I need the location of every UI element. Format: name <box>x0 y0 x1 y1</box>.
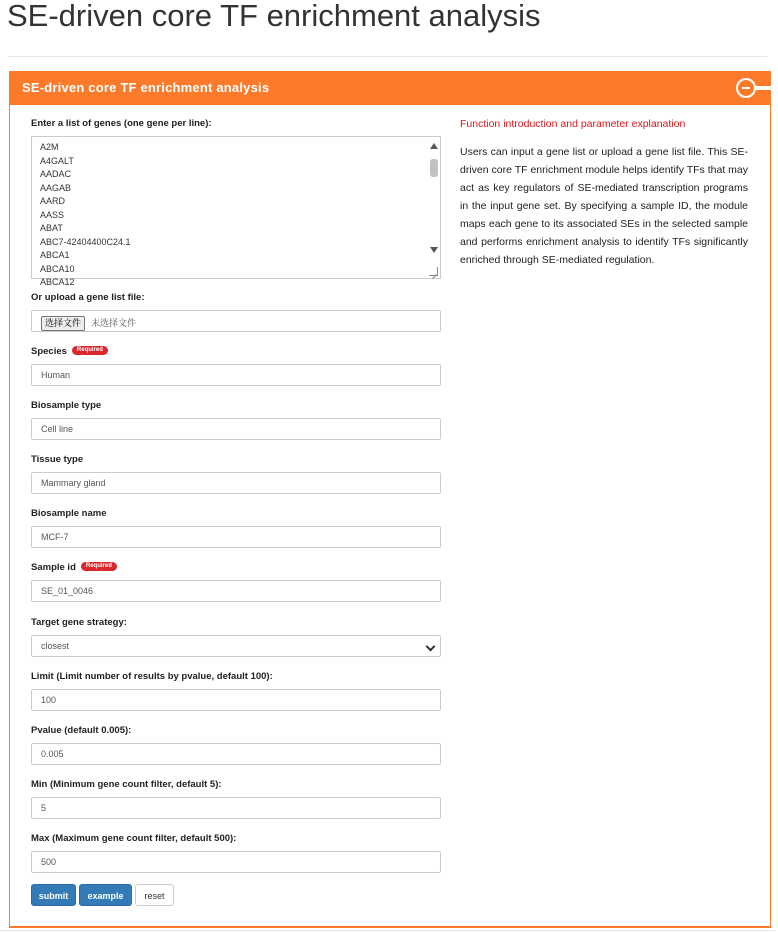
pvalue-label: Pvalue (default 0.005): <box>31 725 132 736</box>
panel-title: SE-driven core TF enrichment analysis <box>22 80 270 95</box>
reset-button[interactable]: reset <box>135 884 174 906</box>
choose-file-button[interactable]: 选择文件 <box>41 316 85 331</box>
gene-list <box>32 137 440 290</box>
species-label: Species Required <box>31 345 441 359</box>
scroll-thumb[interactable] <box>430 159 438 177</box>
gene-list-item: A2M <box>40 142 59 152</box>
gene-list-item: AADAC <box>40 169 72 179</box>
biosample-name-input[interactable]: MCF-7 <box>31 526 441 548</box>
example-button[interactable]: example <box>79 884 132 906</box>
resize-handle-icon[interactable] <box>429 267 438 276</box>
chevron-down-icon <box>426 642 436 652</box>
species-input[interactable]: Human <box>31 364 441 386</box>
info-title: Function introduction and parameter explanation <box>460 118 686 130</box>
file-upload-field[interactable] <box>31 310 441 332</box>
required-badge: Required <box>81 562 117 571</box>
gene-list-item: ABC7-42404400C24.1 <box>40 236 131 247</box>
page-title: SE-driven core TF enrichment analysis <box>7 0 541 33</box>
tissue-type-input[interactable]: Mammary gland <box>31 472 441 494</box>
file-status: 未选择文件 <box>91 318 137 328</box>
genes-label: Enter a list of genes (one gene per line): <box>31 118 212 129</box>
footer-divider <box>0 930 775 931</box>
gene-list-item: AAGAB <box>40 182 72 193</box>
strategy-label: Target gene strategy: <box>31 617 127 628</box>
biosample-name-label: Biosample name <box>31 508 107 519</box>
gene-list-item: ABCA12 <box>40 277 75 287</box>
gene-list-textarea[interactable] <box>31 136 441 287</box>
sample-id-input[interactable]: SE_01_0046 <box>31 580 441 602</box>
tissue-type-label: Tissue type <box>31 454 84 465</box>
max-label: Max (Maximum gene count filter, default 500): <box>31 833 237 844</box>
pvalue-input[interactable]: 0.005 <box>31 743 441 765</box>
panel-header <box>10 71 770 105</box>
strategy-value: closest <box>41 641 70 651</box>
info-text: Users can input a gene list or upload a gene list file. This SE-driven core TF enrichment module helps identify TFs that may act as key regulators of SE-mediated transcription programs in the input gene set. By specifying a sample ID, the module maps each gene to its associated SEs in the selected sample and performs enrichment analysis to identify TFs significantly enriched through SE-mediated regulation. <box>460 146 748 266</box>
gene-list-item: A4GALT <box>40 155 74 166</box>
min-label: Min (Minimum gene count filter, default 5): <box>31 779 222 790</box>
analysis-panel <box>9 71 771 928</box>
sample-id-label: Sample id Required <box>31 561 441 575</box>
title-divider <box>7 56 767 57</box>
gene-list-item: AASS <box>40 209 65 220</box>
upload-label: Or upload a gene list file: <box>31 292 145 303</box>
scroll-up-icon[interactable] <box>430 143 438 149</box>
gene-list-item: ABCA1 <box>40 250 70 260</box>
limit-input[interactable]: 100 <box>31 689 441 711</box>
limit-label: Limit (Limit number of results by pvalue, default 100): <box>31 671 273 682</box>
submit-button[interactable]: submit <box>31 884 76 906</box>
minus-circle-icon[interactable] <box>736 78 756 98</box>
gene-list-item: ABAT <box>40 223 63 233</box>
scrollbar[interactable] <box>430 143 438 263</box>
collapse-handle <box>756 86 778 90</box>
gene-list-item: ABCA10 <box>40 263 75 274</box>
info-section <box>460 117 748 269</box>
biosample-type-input[interactable]: Cell line <box>31 418 441 440</box>
biosample-type-label: Biosample type <box>31 400 102 411</box>
min-input[interactable]: 5 <box>31 797 441 819</box>
gene-list-item: AARD <box>40 196 66 206</box>
max-input[interactable]: 500 <box>31 851 441 873</box>
required-badge: Required <box>72 346 108 355</box>
strategy-select[interactable] <box>31 635 441 657</box>
scroll-down-icon[interactable] <box>430 247 438 253</box>
